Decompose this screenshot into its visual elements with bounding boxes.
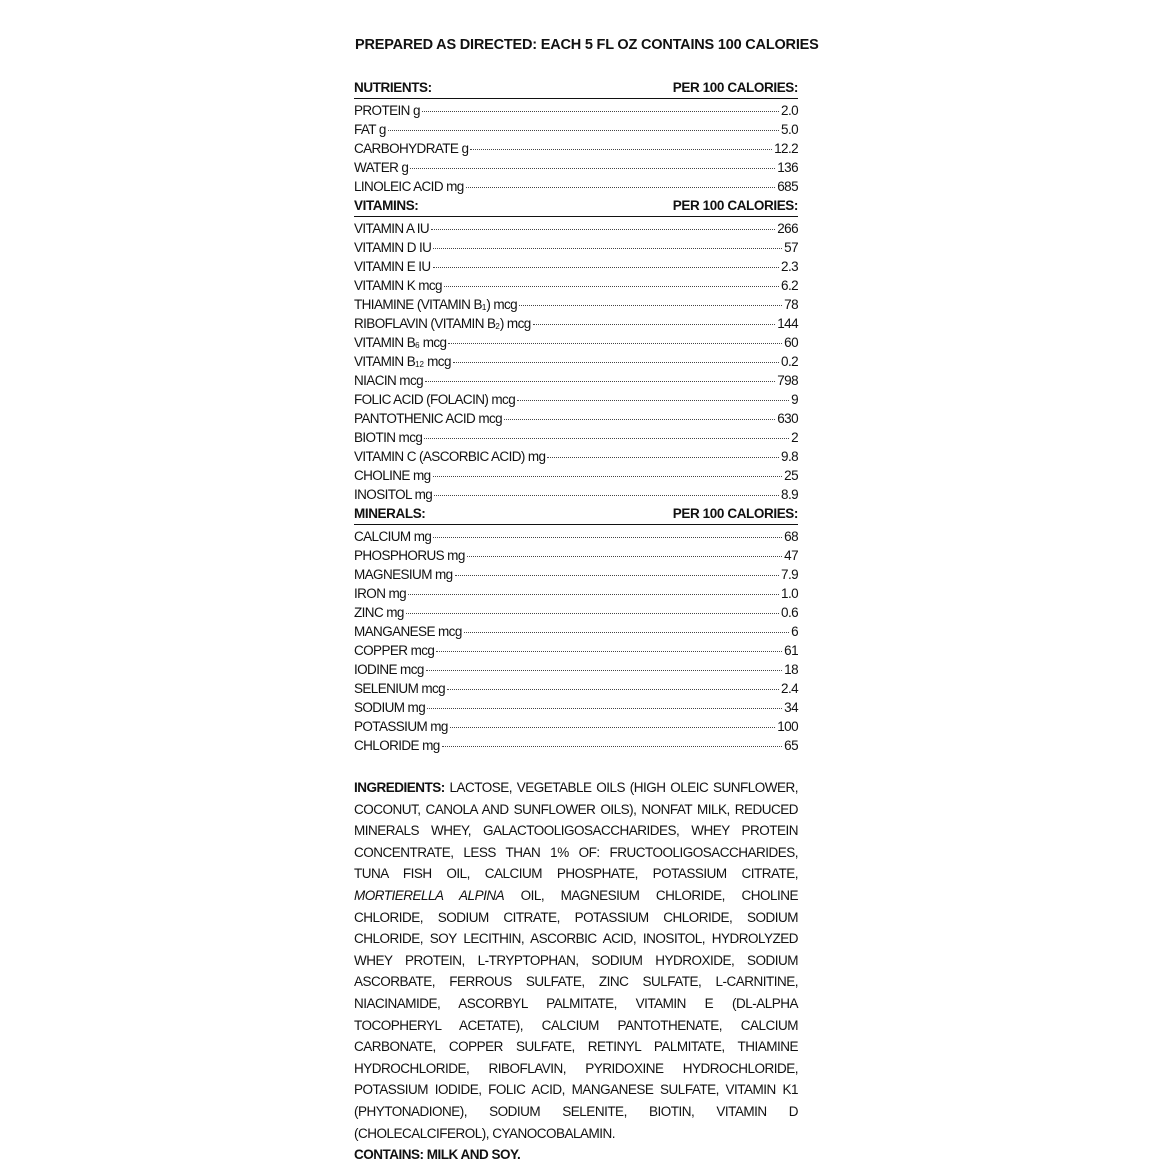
nutrients-title: NUTRIENTS: — [354, 80, 432, 95]
nutrient-value: 1.0 — [781, 586, 798, 601]
nutrient-name: IODINE mcg — [354, 662, 424, 677]
ingredients-text-after: OIL, MAGNESIUM CHLORIDE, CHOLINE CHLORIDE, SODIUM CITRATE, POTASSIUM CHLORIDE, SODIUM CHLORIDE, SOY LECITHIN, ASCORBIC ACID, INOSITOL, HYDROLYZED WHEY PROTEIN, L-TRYPTOPHAN, SODIUM HYDROXIDE, SODIUM ASCORBATE, FERROUS SULFATE, ZINC SULFATE, L-CARNITINE, NIACINAMIDE, ASCORBYL PALMITATE, VITAMIN E (DL-ALPHA TOCOPHERYL ACETATE), CALCIUM PANTOTHENATE, CALCIUM CARBONATE, COPPER SULFATE, RETINYL PALMITATE, THIAMINE HYDROCHLORIDE, RIBOFLAVIN, PYRIDOXINE HYDROCHLORIDE, POTASSIUM IODIDE, FOLIC ACID, MANGANESE SULFATE, VITAMIN K1 (PHYTONADIONE), SODIUM SELENITE, BIOTIN, VITAMIN D (CHOLECALCIFEROL), CYANOCOBALAMIN. — [354, 887, 798, 1141]
nutrient-value: 34 — [784, 700, 798, 715]
nutrient-value: 8.9 — [781, 487, 798, 502]
nutrient-value: 9.8 — [781, 449, 798, 464]
vitamins-header — [354, 196, 798, 217]
nutrient-value: 12.2 — [774, 141, 798, 156]
nutrient-name: FOLIC ACID (FOLACIN) mcg — [354, 392, 516, 407]
nutrient-row — [354, 485, 798, 504]
dot-leader — [433, 537, 782, 538]
nutrient-row — [354, 527, 798, 546]
nutrient-value: 685 — [777, 179, 798, 194]
nutrient-value: 18 — [784, 662, 798, 677]
dot-leader — [408, 594, 779, 595]
minerals-section — [354, 504, 798, 755]
nutrient-row — [354, 409, 798, 428]
nutrients-list — [354, 101, 798, 196]
dot-leader — [433, 476, 783, 477]
dot-leader — [504, 419, 775, 420]
nutrient-row — [354, 314, 798, 333]
nutrient-name: SODIUM mg — [354, 700, 426, 715]
nutrient-value: 68 — [784, 529, 798, 544]
nutrient-row — [354, 736, 798, 755]
ingredients-paragraph — [354, 777, 798, 1144]
nutrient-value: 47 — [784, 548, 798, 563]
dot-leader — [455, 575, 779, 576]
dot-leader — [517, 400, 789, 401]
vitamins-list — [354, 219, 798, 504]
nutrient-row — [354, 177, 798, 196]
nutrient-name: VITAMIN $B_6$ mcg — [354, 335, 447, 350]
nutrient-row — [354, 101, 798, 120]
nutrient-value: 9 — [791, 392, 798, 407]
nutrient-value: 60 — [784, 335, 798, 350]
nutrient-row — [354, 352, 798, 371]
serving-headline: PREPARED AS DIRECTED: EACH 5 FL OZ CONTAINS 100 CALORIES — [355, 37, 819, 53]
nutrient-row — [354, 428, 798, 447]
dot-leader — [426, 670, 782, 671]
nutrient-value: 2.0 — [781, 103, 798, 118]
nutrient-row — [354, 276, 798, 295]
nutrient-row — [354, 390, 798, 409]
dot-leader — [448, 343, 782, 344]
nutrient-value: 0.2 — [781, 354, 798, 369]
nutrient-value: 61 — [784, 643, 798, 658]
dot-leader — [533, 324, 776, 325]
nutrient-name: POTASSIUM mg — [354, 719, 448, 734]
nutrient-value: 57 — [784, 240, 798, 255]
nutrient-row — [354, 158, 798, 177]
nutrient-value: 2 — [791, 430, 798, 445]
ingredients-text-before: LACTOSE, VEGETABLE OILS (HIGH OLEIC SUNFLOWER, COCONUT, CANOLA AND SUNFLOWER OILS), NONFAT MILK, REDUCED MINERALS WHEY, GALACTOOLIGOSACCHARIDES, WHEY PROTEIN CONCENTRATE, LESS THAN 1% OF: FRUCTOOLIGOSACCHARIDES, TUNA FISH OIL, CALCIUM PHOSPHATE, POTASSIUM CITRATE, — [354, 780, 798, 882]
dot-leader — [519, 305, 782, 306]
nutrient-row — [354, 584, 798, 603]
nutrient-value: 6.2 — [781, 278, 798, 293]
dot-leader — [450, 727, 775, 728]
nutrient-value: 136 — [777, 160, 798, 175]
nutrient-value: 144 — [777, 316, 798, 331]
nutrient-row — [354, 120, 798, 139]
nutrient-value: 65 — [784, 738, 798, 753]
dot-leader — [434, 495, 779, 496]
nutrient-value: 2.4 — [781, 681, 798, 696]
dot-leader — [422, 111, 779, 112]
nutrient-row — [354, 565, 798, 584]
nutrient-name: MANGANESE mcg — [354, 624, 462, 639]
nutrient-name: VITAMIN A IU — [354, 221, 430, 236]
nutrient-name: LINOLEIC ACID mg — [354, 179, 464, 194]
dot-leader — [467, 556, 782, 557]
dot-leader — [466, 187, 776, 188]
nutrient-row — [354, 295, 798, 314]
dot-leader — [433, 248, 782, 249]
nutrient-name: VITAMIN E IU — [354, 259, 431, 274]
nutrient-row — [354, 238, 798, 257]
dot-leader — [406, 613, 779, 614]
nutrients-header — [354, 78, 798, 99]
dot-leader — [424, 438, 789, 439]
nutrient-name: COPPER mcg — [354, 643, 435, 658]
nutrient-value: 266 — [777, 221, 798, 236]
nutrient-value: 630 — [777, 411, 798, 426]
nutrient-name: RIBOFLAVIN (VITAMIN $B_2$) mcg — [354, 316, 531, 331]
nutrient-row — [354, 546, 798, 565]
dot-leader — [464, 632, 789, 633]
nutrient-value: 78 — [784, 297, 798, 312]
nutrient-name: NIACIN mcg — [354, 373, 424, 388]
nutrient-name: VITAMIN C (ASCORBIC ACID) mg — [354, 449, 546, 464]
nutrient-row — [354, 257, 798, 276]
nutrient-row — [354, 717, 798, 736]
dot-leader — [427, 708, 782, 709]
dot-leader — [447, 689, 779, 690]
nutrient-row — [354, 371, 798, 390]
dot-leader — [433, 267, 779, 268]
nutrient-row — [354, 219, 798, 238]
nutrient-name: VITAMIN K mcg — [354, 278, 442, 293]
vitamins-title: VITAMINS: — [354, 198, 419, 213]
minerals-header — [354, 504, 798, 525]
minerals-per-label: PER 100 CALORIES: — [672, 506, 798, 521]
vitamins-per-label: PER 100 CALORIES: — [672, 198, 798, 213]
nutrient-name: VITAMIN $B_{12}$ mcg — [354, 354, 451, 369]
nutrient-row — [354, 447, 798, 466]
nutrients-per-label: PER 100 CALORIES: — [672, 80, 798, 95]
dot-leader — [444, 286, 779, 287]
dot-leader — [436, 651, 782, 652]
nutrient-name: PHOSPHORUS mg — [354, 548, 465, 563]
minerals-list — [354, 527, 798, 755]
dot-leader — [410, 168, 775, 169]
nutrient-row — [354, 641, 798, 660]
nutrient-value: 25 — [784, 468, 798, 483]
nutrient-name: INOSITOL mg — [354, 487, 433, 502]
nutrient-name: ZINC mg — [354, 605, 404, 620]
nutrient-value: 0.6 — [781, 605, 798, 620]
nutrient-name: MAGNESIUM mg — [354, 567, 453, 582]
nutrient-value: 100 — [777, 719, 798, 734]
nutrient-name: BIOTIN mcg — [354, 430, 423, 445]
nutrient-row — [354, 679, 798, 698]
nutrient-value: 7.9 — [781, 567, 798, 582]
nutrient-name: CALCIUM mg — [354, 529, 432, 544]
dot-leader — [431, 229, 775, 230]
nutrient-row — [354, 622, 798, 641]
nutrient-name: PANTOTHENIC ACID mcg — [354, 411, 503, 426]
dot-leader — [453, 362, 779, 363]
nutrient-row — [354, 698, 798, 717]
nutrient-value: 5.0 — [781, 122, 798, 137]
dot-leader — [388, 130, 779, 131]
minerals-title: MINERALS: — [354, 506, 426, 521]
nutrient-value: 798 — [777, 373, 798, 388]
nutrient-name: CHLORIDE mg — [354, 738, 440, 753]
nutrient-row — [354, 660, 798, 679]
nutrient-row — [354, 603, 798, 622]
nutrient-row — [354, 139, 798, 158]
nutrient-name: WATER g — [354, 160, 409, 175]
nutrients-section — [354, 78, 798, 196]
nutrient-name: SELENIUM mcg — [354, 681, 446, 696]
nutrient-name: PROTEIN g — [354, 103, 420, 118]
nutrient-value: 6 — [791, 624, 798, 639]
nutrient-name: THIAMINE (VITAMIN $B_1$) mcg — [354, 297, 518, 312]
dot-leader — [547, 457, 779, 458]
ingredients-italic: MORTIERELLA ALPINA — [354, 887, 505, 903]
allergen-statement: CONTAINS: MILK AND SOY. — [354, 1147, 521, 1163]
nutrient-row — [354, 333, 798, 352]
ingredients-label: INGREDIENTS: — [354, 780, 445, 795]
nutrient-name: IRON mg — [354, 586, 407, 601]
nutrient-name: CHOLINE mg — [354, 468, 431, 483]
nutrient-row — [354, 466, 798, 485]
dot-leader — [442, 746, 783, 747]
vitamins-section — [354, 196, 798, 504]
nutrient-name: FAT g — [354, 122, 386, 137]
dot-leader — [425, 381, 775, 382]
nutrient-name: CARBOHYDRATE g — [354, 141, 469, 156]
dot-leader — [470, 149, 772, 150]
nutrient-value: 2.3 — [781, 259, 798, 274]
nutrient-name: VITAMIN D IU — [354, 240, 432, 255]
nutrition-panel — [354, 34, 819, 1166]
